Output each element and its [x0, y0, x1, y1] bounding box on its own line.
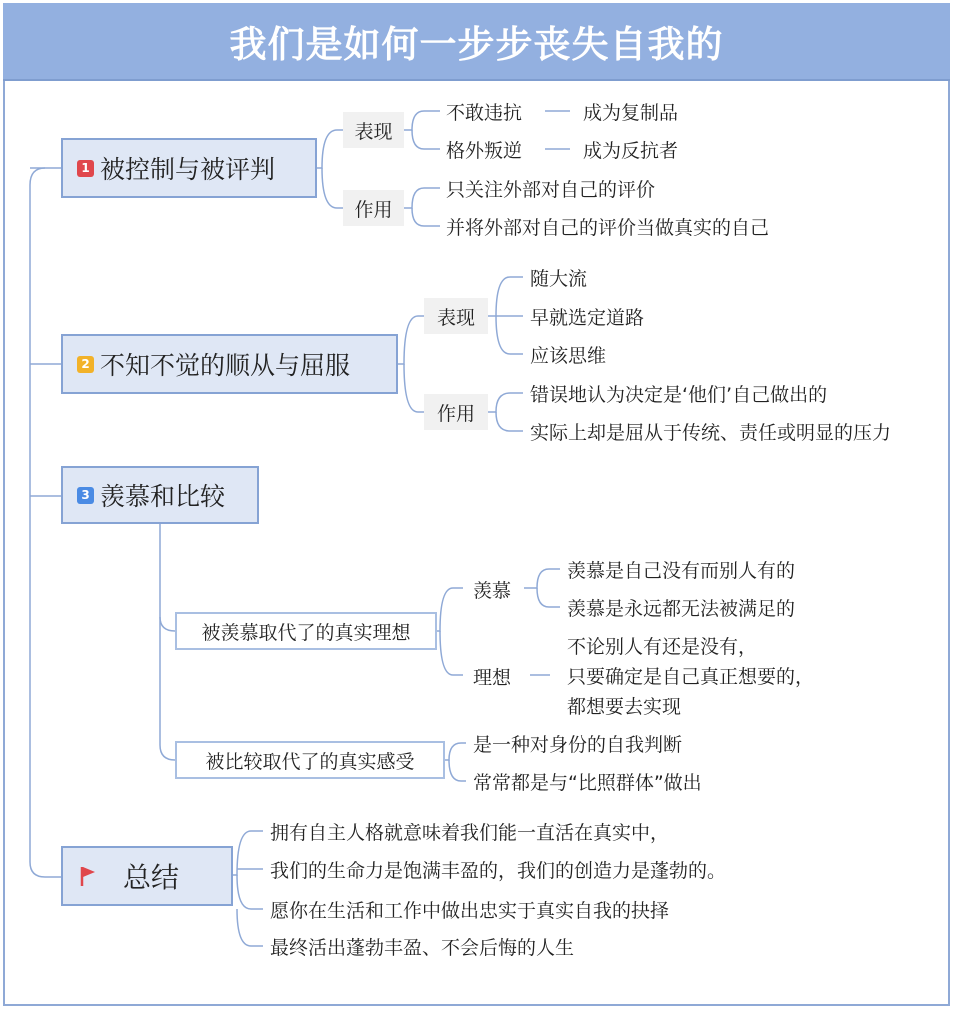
section1-group2-chip: 作用 [343, 190, 404, 226]
s2g1-item3: 应该思维 [530, 345, 607, 367]
flag-icon [79, 865, 97, 887]
section2-label: 不知不觉的顺从与屈服 [100, 351, 351, 380]
s1g1-item2-right: 成为反抗者 [583, 140, 679, 162]
section3-box [61, 466, 259, 524]
badge-3-icon: 3 [77, 487, 94, 504]
badge-2-icon: 2 [77, 356, 94, 373]
badge-1-icon: 1 [77, 160, 94, 177]
s1g1-item1-right: 成为复制品 [583, 102, 679, 124]
section2-box [61, 334, 398, 394]
section4-box [61, 846, 233, 906]
section4-label: 总结 [123, 861, 180, 894]
section1-label: 被控制与被评判 [100, 155, 276, 184]
s3-sub1-group1-label: 羡慕 [473, 580, 512, 602]
s1g1-item2-left: 格外叛逆 [446, 140, 523, 162]
section1-box [61, 138, 317, 198]
s3-sub2-item2: 常常都是与“比照群体”做出 [473, 772, 702, 794]
s3-sub1-g2-line1: 不论别人有还是没有， [567, 636, 758, 658]
s4-item1: 拥有自主人格就意味着我们能一直活在真实中， [270, 822, 670, 844]
section3-sub1-box: 被羡慕取代了的真实理想 [175, 612, 437, 650]
s2g2-item2: 实际上却是屈从于传统、责任或明显的压力 [530, 422, 892, 444]
section1-group1-chip: 表现 [343, 112, 404, 148]
s3-sub1-g2-line3: 都想要去实现 [567, 696, 682, 718]
s2g1-item1: 随大流 [530, 268, 588, 290]
s3-sub1-group2-label: 理想 [473, 667, 512, 689]
s3-sub2-item1: 是一种对身份的自我判断 [473, 734, 683, 756]
s4-item4: 最终活出蓬勃丰盈、不会后悔的人生 [270, 937, 575, 959]
s3-sub1-g1-item1: 羡慕是自己没有而别人有的 [567, 560, 796, 582]
s2g1-item2: 早就选定道路 [530, 307, 645, 329]
section3-label: 羡慕和比较 [100, 482, 226, 511]
s4-item2: 我们的生命力是饱满丰盈的，我们的创造力是蓬勃的。 [270, 860, 727, 882]
s1g2-item1: 只关注外部对自己的评价 [446, 179, 656, 201]
s2g2-item1: 错误地认为决定是‘他们’自己做出的 [530, 384, 828, 406]
s3-sub1-g2-line2: 只要确定是自己真正想要的， [567, 666, 815, 688]
s4-item3: 愿你在生活和工作中做出忠实于真实自我的抉择 [270, 900, 670, 922]
s1g2-item2: 并将外部对自己的评价当做真实的自己 [446, 217, 770, 239]
section3-sub2-box: 被比较取代了的真实感受 [175, 741, 445, 779]
section2-group2-chip: 作用 [424, 394, 488, 430]
section2-group1-chip: 表现 [424, 298, 488, 334]
page-title: 我们是如何一步步丧失自我的 [229, 23, 724, 66]
s1g1-item1-left: 不敢违抗 [446, 102, 523, 124]
s3-sub1-g1-item2: 羡慕是永远都无法被满足的 [567, 598, 796, 620]
